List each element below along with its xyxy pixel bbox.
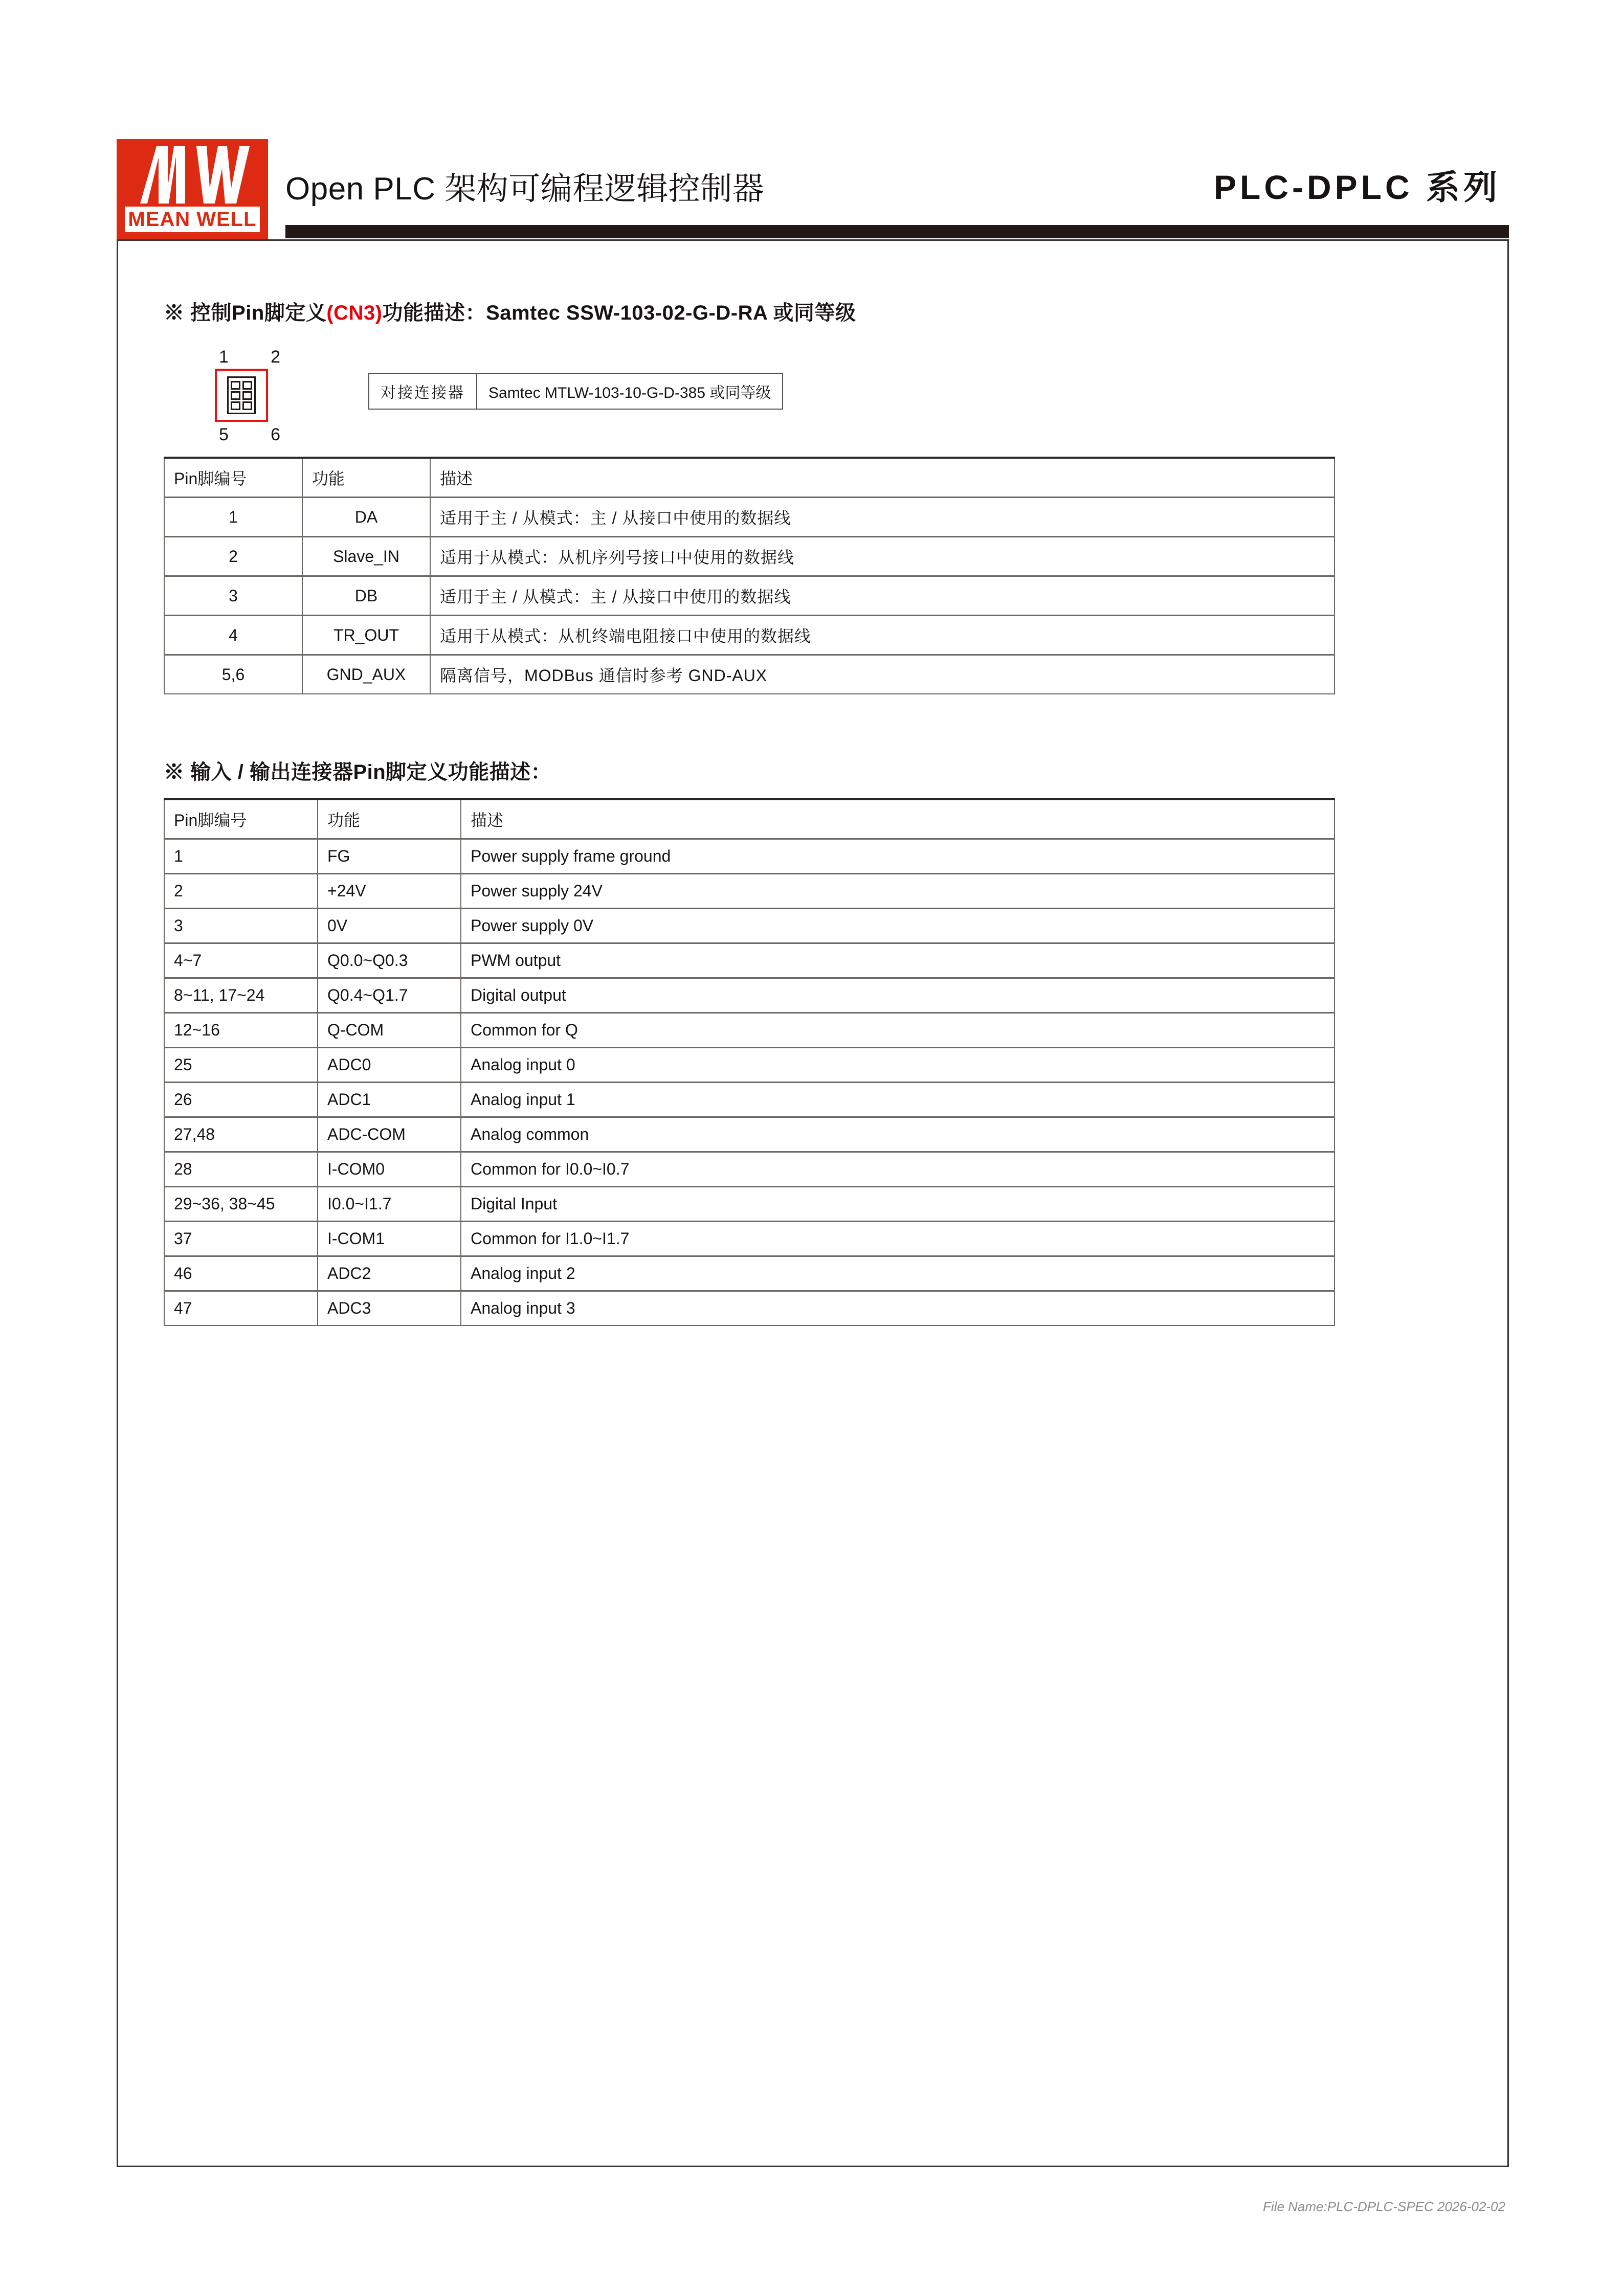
connector-pin-hole [242,381,252,390]
cell-pin: 28 [164,1152,318,1187]
cell-function: I0.0~I1.7 [318,1187,461,1222]
cn3-heading-suffix: 功能描述：Samtec SSW-103-02-G-D-RA 或同等级 [382,302,856,324]
table-row [164,1187,1334,1222]
table-row [164,1291,1334,1326]
footer-file-info: File Name:PLC-DPLC-SPEC 2026-02-02 [1263,2199,1505,2214]
cell-pin: 26 [164,1083,318,1117]
table-row [164,1256,1334,1291]
pin-label-1: 1 [219,347,229,367]
header-divider [285,225,1509,238]
table-row [164,1048,1334,1083]
brand-name-text: MEAN WELL [128,208,257,231]
column-header-description: 描述 [461,799,1334,839]
cell-description: PWM output [461,943,1334,978]
cell-function: 0V [318,909,461,943]
cell-function: DB [302,576,430,616]
cell-description: 适用于主 / 从模式：主 / 从接口中使用的数据线 [430,498,1334,537]
cell-function: FG [318,839,461,874]
cn3-section-heading [164,297,1473,326]
cell-pin: 29~36, 38~45 [164,1187,318,1222]
cell-pin: 46 [164,1256,318,1291]
pin-label-2: 2 [271,347,280,367]
connector-highlight-box [215,369,268,422]
table-row [164,839,1334,874]
mw-monogram-icon [125,146,260,204]
table-header-row [164,458,1334,498]
cn3-connector-diagram [164,347,1473,444]
table-row [164,909,1334,943]
table-row [164,576,1334,616]
cn3-table-body [164,498,1334,694]
cell-function: ADC1 [318,1083,461,1117]
cell-pin: 47 [164,1291,318,1326]
connector-pin-hole [242,391,252,400]
cell-pin: 3 [164,909,318,943]
cell-description: Digital output [461,978,1334,1013]
mating-connector-value: Samtec MTLW-103-10-G-D-385 或同等级 [477,373,783,409]
mating-connector-table [368,373,783,410]
cell-description: Analog input 0 [461,1048,1334,1083]
series-title: PLC-DPLC 系列 [1214,168,1501,206]
cell-pin: 1 [164,498,302,537]
cell-description: Digital Input [461,1187,1334,1222]
cell-pin: 3 [164,576,302,616]
cell-description: 适用于从模式：从机终端电阻接口中使用的数据线 [430,616,1334,655]
table-row [164,943,1334,978]
cell-pin: 4 [164,616,302,655]
cell-function: Q0.4~Q1.7 [318,978,461,1013]
connector-top-pin-labels [219,347,280,367]
table-row [164,616,1334,655]
table-row [164,655,1334,694]
cn3-heading-prefix: ※ 控制Pin脚定义 [164,302,327,324]
cell-function: ADC2 [318,1256,461,1291]
mean-well-logo [117,139,268,240]
brand-name-plate [125,207,260,232]
column-header-function: 功能 [318,799,461,839]
cell-description: 适用于从模式：从机序列号接口中使用的数据线 [430,537,1334,576]
connector-bottom-pin-labels [219,425,280,445]
cell-description: Power supply 0V [461,909,1334,943]
table-row [164,978,1334,1013]
table-row [164,537,1334,576]
cell-function: Q-COM [318,1013,461,1048]
table-row [369,373,783,409]
mating-connector-label: 对接连接器 [369,373,477,409]
header-title-zone [285,132,1509,234]
pin-label-6: 6 [271,425,280,444]
cell-function: +24V [318,874,461,909]
cn3-heading-highlight: (CN3) [326,302,383,324]
cell-function: GND_AUX [302,655,430,694]
cell-description: Common for I0.0~I0.7 [461,1152,1334,1187]
cell-description: Analog input 1 [461,1083,1334,1117]
table-row [164,1152,1334,1187]
table-row [164,1222,1334,1256]
column-header-description: 描述 [430,458,1334,498]
table-row [164,498,1334,537]
cn3-pin-definition-table [164,457,1335,694]
cell-description: Common for I1.0~I1.7 [461,1222,1334,1256]
table-row [164,874,1334,909]
cell-description: Analog input 2 [461,1256,1334,1291]
cell-function: ADC3 [318,1291,461,1326]
cell-pin: 2 [164,874,318,909]
table-header-row [164,799,1334,839]
connector-housing-icon [227,376,256,414]
cell-description: 适用于主 / 从模式：主 / 从接口中使用的数据线 [430,576,1334,616]
cell-description: 隔离信号，MODBus 通信时参考 GND-AUX [430,655,1334,694]
cell-pin: 27,48 [164,1117,318,1152]
cell-description: Power supply frame ground [461,839,1334,874]
page-title: Open PLC 架构可编程逻辑控制器 [285,171,765,207]
cell-pin: 1 [164,839,318,874]
cell-function: Slave_IN [302,537,430,576]
cell-pin: 37 [164,1222,318,1256]
column-header-pin: Pin脚编号 [164,799,318,839]
column-header-pin: Pin脚编号 [164,458,302,498]
table-row [164,1083,1334,1117]
connector-pin-hole [231,381,240,390]
pin-label-5: 5 [219,425,229,444]
connector-pin-hole [242,401,252,410]
io-section-heading: ※ 输入 / 输出连接器Pin脚定义功能描述： [164,761,552,783]
cell-function: I-COM0 [318,1152,461,1187]
cell-description: Analog common [461,1117,1334,1152]
table-row [164,1117,1334,1152]
io-table-body [164,839,1334,1326]
cell-function: DA [302,498,430,537]
cell-function: ADC-COM [318,1117,461,1152]
cell-description: Analog input 3 [461,1291,1334,1326]
cell-function: ADC0 [318,1048,461,1083]
io-pin-definition-table [164,798,1335,1326]
cell-pin: 25 [164,1048,318,1083]
cell-description: Power supply 24V [461,874,1334,909]
cell-pin: 2 [164,537,302,576]
page-header [117,132,1509,234]
cell-pin: 8~11, 17~24 [164,978,318,1013]
cell-pin: 4~7 [164,943,318,978]
cell-function: Q0.0~Q0.3 [318,943,461,978]
cell-pin: 12~16 [164,1013,318,1048]
connector-pin-hole [231,391,240,400]
cell-function: I-COM1 [318,1222,461,1256]
page-content [164,297,1473,1326]
cell-description: Common for Q [461,1013,1334,1048]
connector-pin-hole [231,401,240,410]
cell-function: TR_OUT [302,616,430,655]
table-row [164,1013,1334,1048]
column-header-function: 功能 [302,458,430,498]
cell-pin: 5,6 [164,655,302,694]
